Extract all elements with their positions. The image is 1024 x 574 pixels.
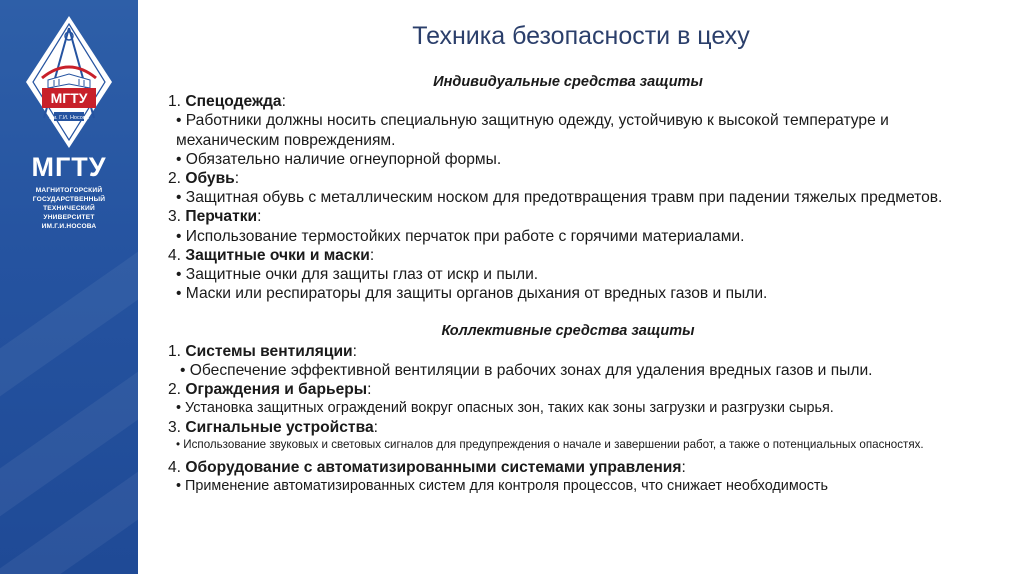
list-item — [168, 342, 968, 361]
item-suffix: : — [352, 342, 357, 360]
sidebar-stripe — [0, 252, 138, 397]
list-item — [168, 418, 968, 437]
bullet-text: • Защитные очки для защиты глаз от искр и пыли. — [176, 266, 539, 284]
item-name: Системы вентиляции — [185, 342, 353, 360]
item-number: 3. — [168, 419, 182, 437]
logo-subtitle-line: ТЕХНИЧЕСКИЙ — [43, 205, 95, 212]
bullet-text: • Использование звуковых и световых сигналов для предупреждения о начале и завершении работ, а также о потенциальных опасностях. — [176, 437, 924, 451]
item-name: Ограждения и барьеры — [185, 381, 368, 399]
item-name: Оборудование с автоматизированными системами управления — [185, 459, 682, 477]
slide-title: Техника безопасности в цеху — [412, 22, 750, 50]
emblem-text: МГТУ — [50, 90, 88, 106]
list-item — [168, 380, 968, 399]
list-item — [168, 458, 968, 477]
item-number: 4. — [168, 459, 182, 477]
list-item — [168, 246, 968, 265]
item-number: 1. — [168, 93, 182, 111]
item-name: Сигнальные устройства — [185, 419, 374, 437]
section-heading-collective: Коллективные средства защиты — [441, 323, 695, 340]
item-number: 1. — [168, 342, 182, 360]
slide-content — [168, 73, 968, 497]
item-suffix: : — [257, 208, 262, 226]
logo-subtitle-line: МАГНИТОГОРСКИЙ — [35, 187, 103, 194]
item-number: 3. — [168, 208, 182, 226]
logo-subtitle — [0, 186, 138, 231]
item-name: Защитные очки и маски — [185, 246, 370, 264]
logo-subtitle-line: УНИВЕРСИТЕТ — [43, 214, 95, 221]
item-suffix: : — [369, 246, 375, 264]
item-suffix: : — [234, 170, 240, 188]
list-item — [168, 169, 968, 188]
item-suffix: : — [681, 459, 686, 477]
bullet-text: • Применение автоматизированных систем для контроля процессов, что снижает необходимость — [176, 478, 828, 495]
item-number: 4. — [168, 246, 182, 264]
item-name: Спецодежда — [185, 93, 282, 111]
item-name: Обувь — [185, 170, 235, 188]
logo-subtitle-line: ИМ.Г.И.НОСОВА — [41, 223, 97, 230]
bullet-text: • Установка защитных ограждений вокруг опасных зон, таких как зоны загрузки и разгрузки сырья. — [176, 400, 834, 417]
item-suffix: : — [373, 419, 378, 437]
item-name: Перчатки — [185, 208, 258, 226]
bullet-text: • Защитная обувь с металлическим носком для предотвращения травм при падении тяжелых предметов. — [176, 189, 943, 207]
logo-wordmark: МГТУ — [31, 152, 107, 182]
bullet-text: • Обязательно наличие огнеупорной формы. — [176, 150, 502, 168]
bullet-text: • Маски или респираторы для защиты органов дыхания от вредных газов и пыли. — [176, 285, 768, 303]
list-item — [168, 207, 968, 226]
emblem-ribbon-text: им. Г.И. Носова — [49, 115, 89, 121]
item-number: 2. — [168, 170, 182, 188]
bullet-text: • Работники должны носить специальную защитную одежду, устойчивую к высокой температуре и механическим повреждениям. — [176, 112, 889, 149]
list-item — [168, 92, 968, 111]
logo-subtitle-line: ГОСУДАРСТВЕННЫЙ — [32, 196, 106, 203]
item-suffix: : — [367, 381, 372, 399]
bullet-text: • Обеспечение эффективной вентиляции в рабочих зонах для удаления вредных газов и пыли. — [180, 361, 873, 379]
sidebar — [0, 0, 138, 574]
item-suffix: : — [281, 93, 286, 111]
section-heading-personal: Индивидуальные средства защиты — [433, 74, 703, 90]
university-emblem — [24, 14, 114, 150]
bullet-text: • Использование термостойких перчаток при работе с горячими материалами. — [176, 227, 745, 245]
item-number: 2. — [168, 381, 182, 399]
